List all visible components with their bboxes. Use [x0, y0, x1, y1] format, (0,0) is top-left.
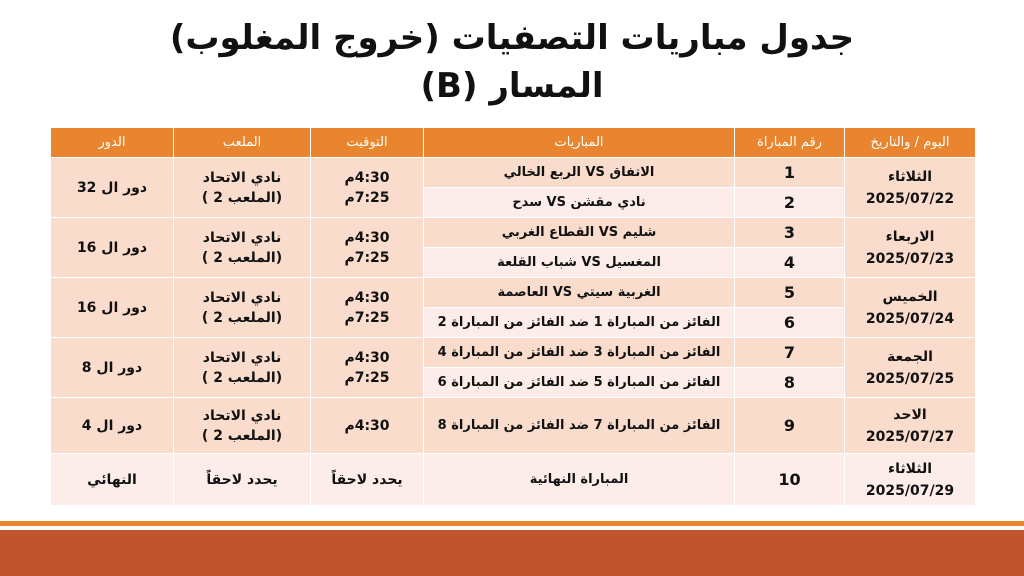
footer-bar [0, 530, 1024, 576]
time-2: 7:25م [344, 309, 390, 326]
venue-cell [174, 338, 311, 398]
date-value: 2025/07/24 [865, 310, 955, 327]
day-name: الجمعة [887, 348, 933, 365]
time-2: 7:25م [344, 369, 390, 386]
time-cell [311, 454, 424, 506]
day-cell [845, 398, 976, 454]
match-number: 3 [735, 218, 845, 248]
day-cell [845, 454, 976, 506]
round-cell: دور ال 4 [51, 398, 174, 454]
date-value: 2025/07/27 [865, 428, 955, 445]
venue-2: (الملعب 2 ) [201, 309, 283, 326]
match-text: الاتفاق VS الربع الخالي [424, 158, 735, 188]
match-number: 9 [735, 398, 845, 454]
date-value: 2025/07/22 [865, 190, 955, 207]
venue-2: (الملعب 2 ) [201, 249, 283, 266]
match-number: 4 [735, 248, 845, 278]
time-cell [311, 278, 424, 338]
day-name: الثلاثاء [887, 168, 933, 185]
header-row [51, 128, 976, 158]
time-1: 4:30م [344, 417, 390, 434]
table-row [51, 158, 976, 188]
time-2: 7:25م [344, 189, 390, 206]
match-number: 5 [735, 278, 845, 308]
title-line-2: المسار (B) [420, 66, 604, 106]
day-cell [845, 278, 976, 338]
time-cell [311, 218, 424, 278]
time-2: 7:25م [344, 249, 390, 266]
table-row [51, 338, 976, 368]
round-cell: دور ال 16 [51, 218, 174, 278]
date-value: 2025/07/25 [865, 370, 955, 387]
date-value: 2025/07/23 [865, 250, 955, 267]
schedule-table [50, 127, 976, 506]
venue-cell [174, 158, 311, 218]
venue-2: (الملعب 2 ) [201, 189, 283, 206]
time-1: 4:30م [344, 349, 390, 366]
match-text: المباراة النهائية [424, 454, 735, 506]
venue-cell [174, 278, 311, 338]
header-round: الدور [51, 128, 174, 158]
page-title [0, 14, 1024, 110]
venue-2: (الملعب 2 ) [201, 369, 283, 386]
day-name: الاحد [893, 406, 927, 423]
match-number: 2 [735, 188, 845, 218]
match-number: 8 [735, 368, 845, 398]
day-cell [845, 338, 976, 398]
header-match-number: رقم المباراة [735, 128, 845, 158]
match-text: الفائز من المباراة 7 ضد الفائز من المباراة 8 [424, 398, 735, 454]
time-cell [311, 398, 424, 454]
round-cell: دور ال 32 [51, 158, 174, 218]
footer-accent-line [0, 521, 1024, 526]
day-cell [845, 158, 976, 218]
time-1: 4:30م [344, 229, 390, 246]
day-name: الثلاثاء [887, 460, 933, 477]
time-cell [311, 158, 424, 218]
header-venue: الملعب [174, 128, 311, 158]
match-text: شليم VS القطاع الغربي [424, 218, 735, 248]
day-name: الخميس [882, 288, 938, 305]
header-time: التوقيت [311, 128, 424, 158]
time-1: يحدد لاحقاً [331, 471, 403, 488]
title-line-1: جدول مباريات التصفيات (خروج المغلوب) [169, 18, 855, 58]
match-text: المغسيل VS شباب القلعة [424, 248, 735, 278]
date-value: 2025/07/29 [865, 482, 955, 499]
time-cell [311, 338, 424, 398]
table-row [51, 398, 976, 454]
match-number: 1 [735, 158, 845, 188]
match-number: 10 [735, 454, 845, 506]
round-cell: النهائي [51, 454, 174, 506]
round-cell: دور ال 16 [51, 278, 174, 338]
match-text: الفائز من المباراة 5 ضد الفائز من المباراة 6 [424, 368, 735, 398]
round-cell: دور ال 8 [51, 338, 174, 398]
venue-1: نادي الاتحاد [202, 407, 282, 424]
venue-cell [174, 218, 311, 278]
header-date: اليوم / والتاريخ [845, 128, 976, 158]
venue-cell [174, 398, 311, 454]
match-number: 6 [735, 308, 845, 338]
venue-cell [174, 454, 311, 506]
venue-1: نادي الاتحاد [202, 169, 282, 186]
day-cell [845, 218, 976, 278]
venue-1: نادي الاتحاد [202, 289, 282, 306]
match-text: الغربية سيتي VS العاصمة [424, 278, 735, 308]
venue-1: يحدد لاحقاً [206, 471, 278, 488]
match-number: 7 [735, 338, 845, 368]
table-row [51, 454, 976, 506]
day-name: الاربعاء [885, 228, 935, 245]
header-matches: المباريات [424, 128, 735, 158]
match-text: الفائز من المباراة 3 ضد الفائز من المباراة 4 [424, 338, 735, 368]
match-text: نادي مقشن VS سدح [424, 188, 735, 218]
table-row [51, 278, 976, 308]
time-1: 4:30م [344, 289, 390, 306]
venue-1: نادي الاتحاد [202, 229, 282, 246]
venue-2: (الملعب 2 ) [201, 427, 283, 444]
venue-1: نادي الاتحاد [202, 349, 282, 366]
match-text: الفائز من المباراة 1 ضد الفائز من المباراة 2 [424, 308, 735, 338]
time-1: 4:30م [344, 169, 390, 186]
table-row [51, 218, 976, 248]
